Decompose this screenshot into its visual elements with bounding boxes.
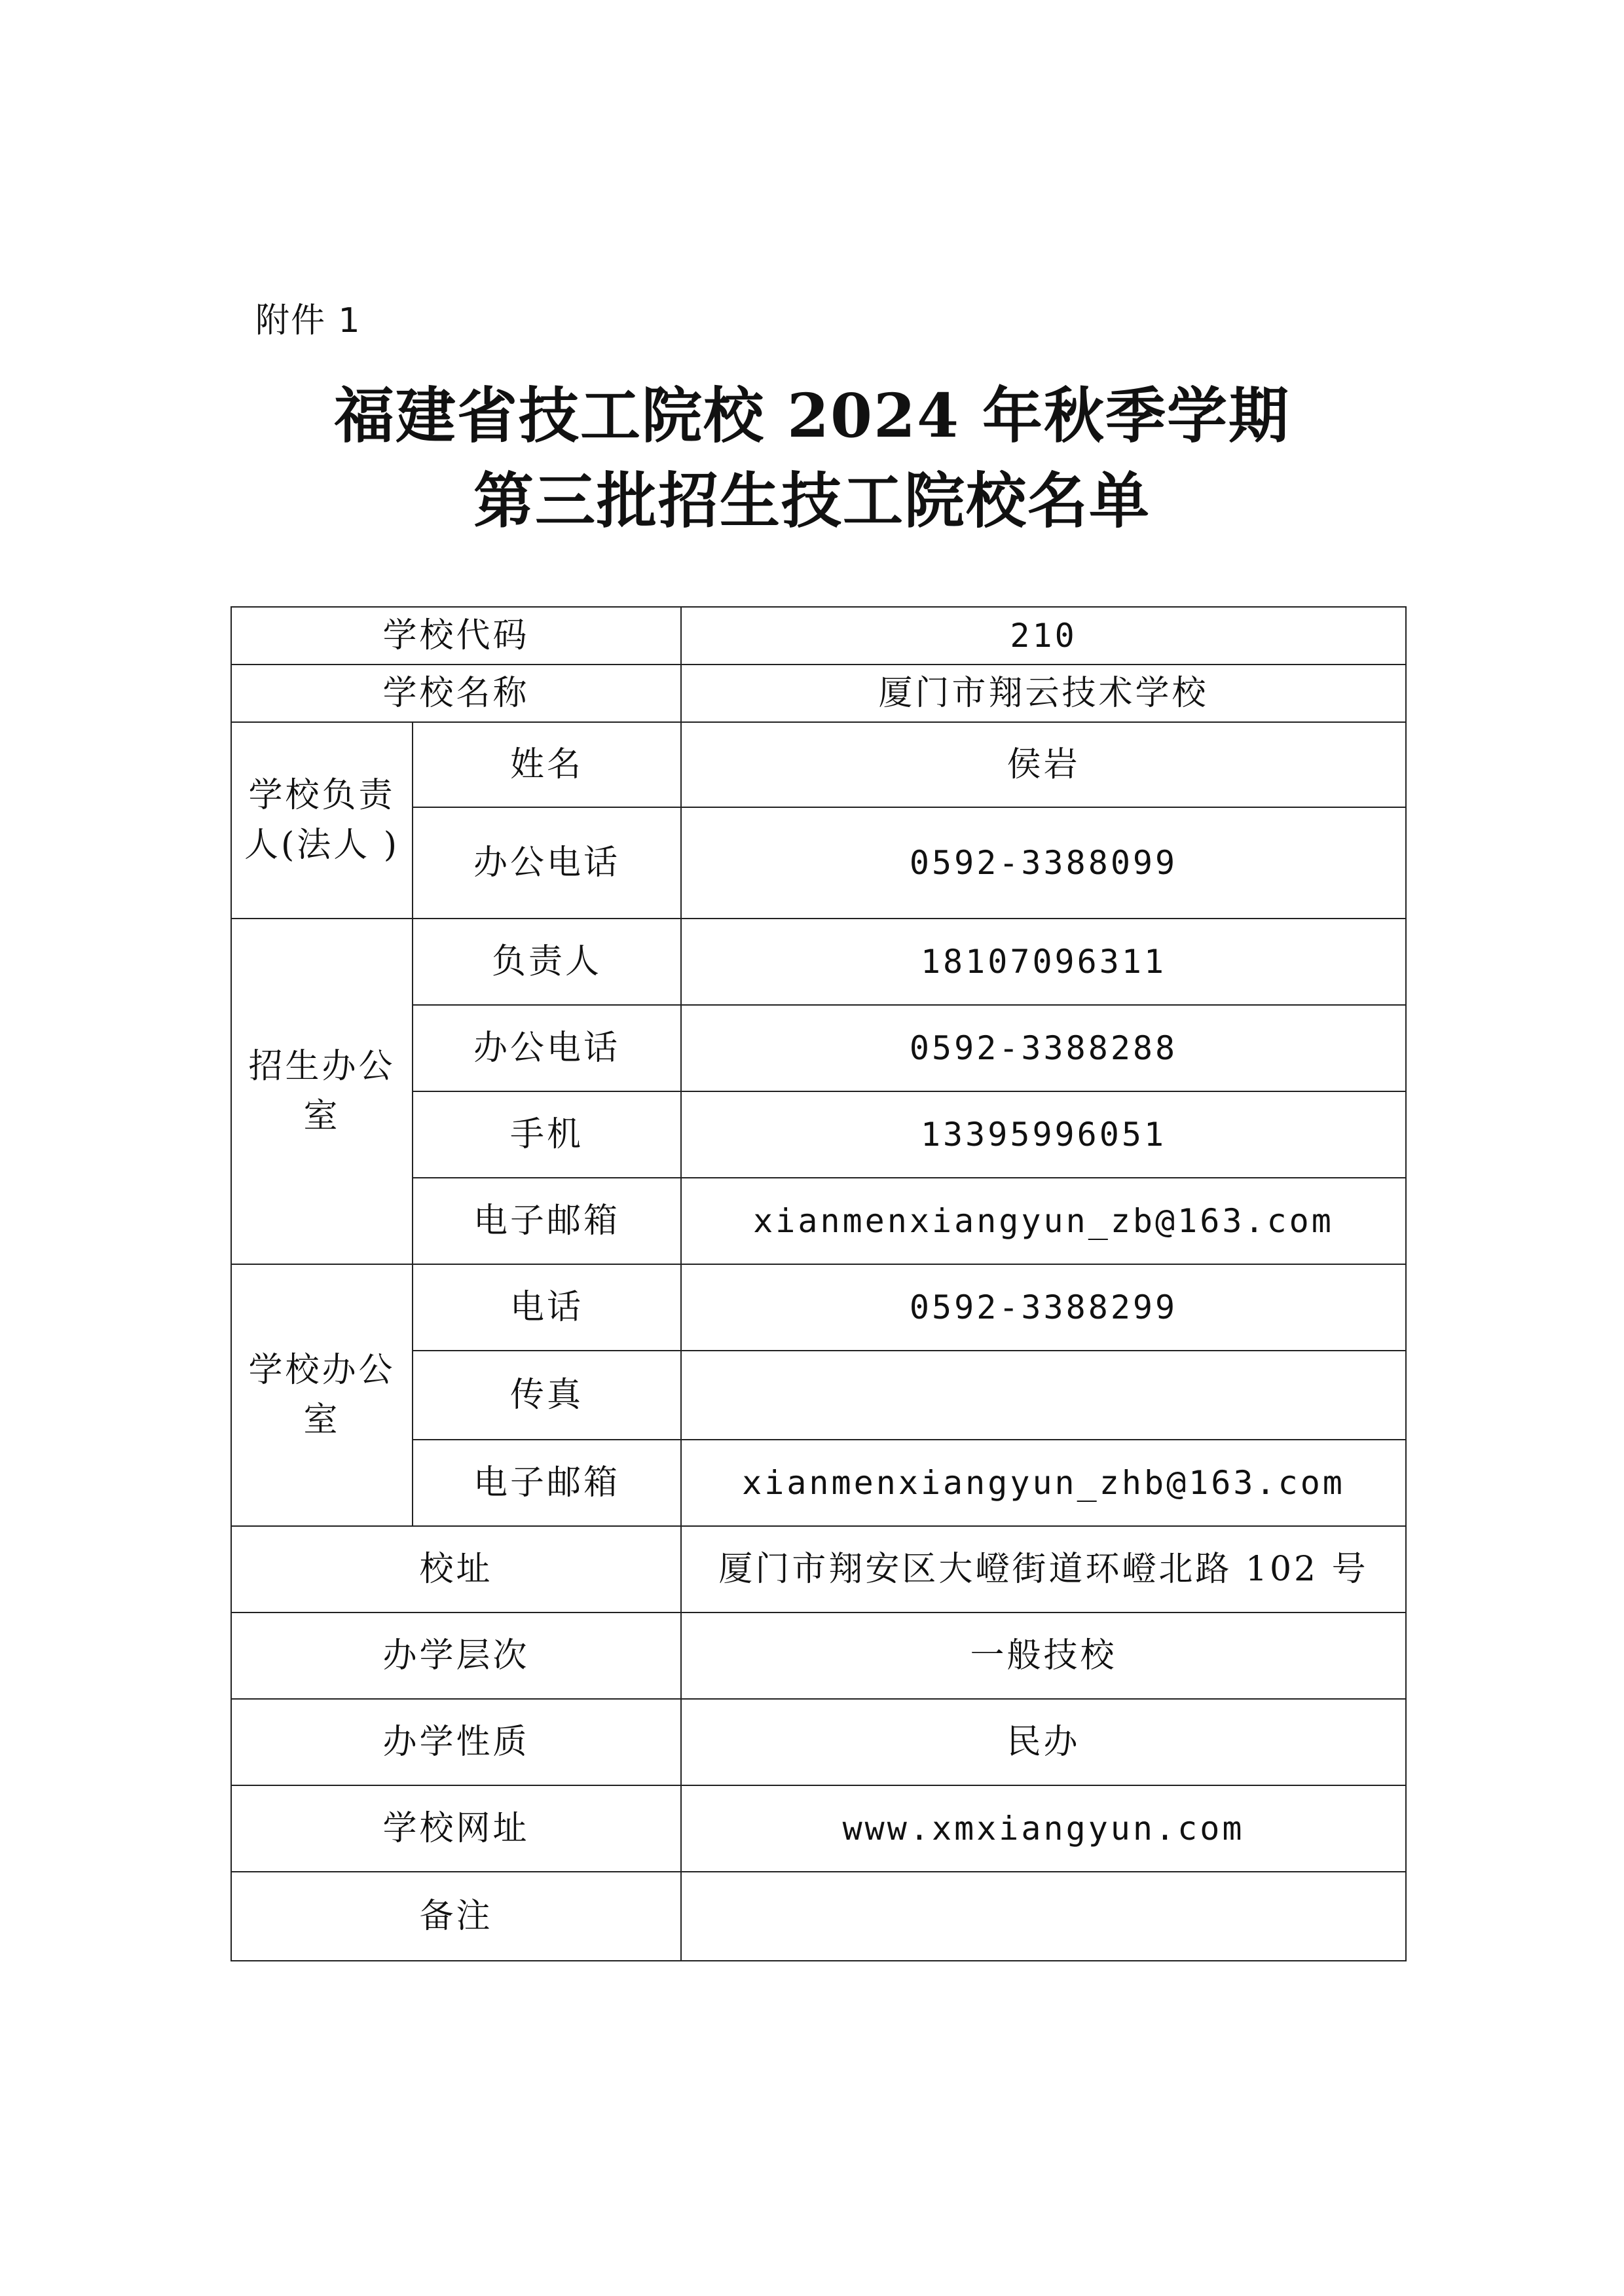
address-label: 校址 <box>231 1526 681 1613</box>
admissions-head-label: 负责人 <box>413 919 681 1005</box>
school-code-label: 学校代码 <box>231 607 681 665</box>
table-row <box>231 665 1406 722</box>
admissions-mobile-label: 手机 <box>413 1091 681 1178</box>
school-code-value: 210 <box>681 607 1406 665</box>
document-title-line-1: 福建省技工院校 2024 年秋季学期 <box>333 380 1291 451</box>
table-row <box>231 1699 1406 1785</box>
table-row <box>231 919 1406 1005</box>
table-row <box>231 1526 1406 1613</box>
admissions-phone-label: 办公电话 <box>413 1005 681 1091</box>
admissions-email-label: 电子邮箱 <box>413 1178 681 1264</box>
website-value: www.xmxiangyun.com <box>681 1785 1406 1872</box>
nature-label: 办学性质 <box>231 1699 681 1785</box>
admissions-phone-value: 0592-3388288 <box>681 1005 1406 1091</box>
school-office-fax-label: 传真 <box>413 1351 681 1440</box>
legal-person-name-label: 姓名 <box>413 722 681 807</box>
website-label: 学校网址 <box>231 1785 681 1872</box>
school-office-group-label: 学校办公室 <box>231 1264 413 1526</box>
admissions-mobile-value: 13395996051 <box>681 1091 1406 1178</box>
admissions-email-value: xianmenxiangyun_zb@163.com <box>681 1178 1406 1264</box>
table-row <box>231 722 1406 807</box>
remarks-value <box>681 1872 1406 1961</box>
remarks-label: 备注 <box>231 1872 681 1961</box>
school-office-phone-value: 0592-3388299 <box>681 1264 1406 1351</box>
table-row <box>231 1264 1406 1351</box>
admissions-head-value: 18107096311 <box>681 919 1406 1005</box>
document-title-line-2: 第三批招生技工院校名单 <box>473 465 1151 536</box>
school-office-phone-label: 电话 <box>413 1264 681 1351</box>
table-row <box>231 1785 1406 1872</box>
school-info-table <box>231 606 1407 1961</box>
legal-person-phone-label: 办公电话 <box>413 807 681 919</box>
level-value: 一般技校 <box>681 1613 1406 1699</box>
level-label: 办学层次 <box>231 1613 681 1699</box>
table-row <box>231 607 1406 665</box>
legal-person-name-value: 侯岩 <box>681 722 1406 807</box>
school-name-value: 厦门市翔云技术学校 <box>681 665 1406 722</box>
school-office-email-value: xianmenxiangyun_zhb@163.com <box>681 1440 1406 1526</box>
legal-person-group-label: 学校负责人(法人 ) <box>231 722 413 919</box>
school-name-label: 学校名称 <box>231 665 681 722</box>
table-row <box>231 1613 1406 1699</box>
address-value: 厦门市翔安区大嶝街道环嶝北路 102 号 <box>681 1526 1406 1613</box>
table-row <box>231 1872 1406 1961</box>
admissions-office-group-label: 招生办公室 <box>231 919 413 1264</box>
school-office-fax-value <box>681 1351 1406 1440</box>
school-office-email-label: 电子邮箱 <box>413 1440 681 1526</box>
nature-value: 民办 <box>681 1699 1406 1785</box>
legal-person-phone-value: 0592-3388099 <box>681 807 1406 919</box>
attachment-label: 附件 1 <box>255 301 361 340</box>
